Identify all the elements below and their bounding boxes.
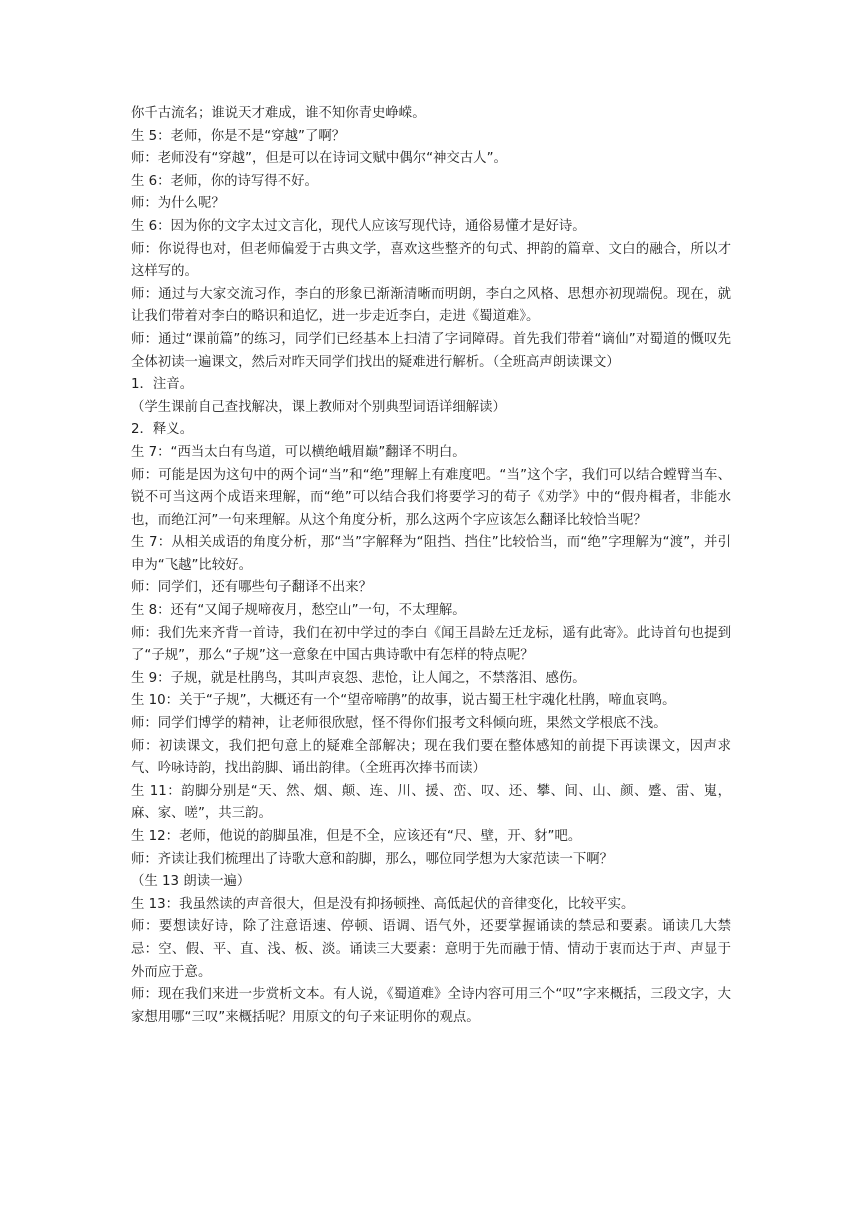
- list-heading-meaning: 2．释义。: [131, 422, 194, 438]
- paragraph: 生 8：还有“又闻子规啼夜月，愁空山”一句，不太理解。: [131, 603, 466, 619]
- paragraph: 师：通过“课前篇”的练习，同学们已经基本上扫清了字词障碍。首先我们带着“谪仙”对蜀道的慨叹先全体初读一遍课文，然后对昨天同学们找出的疑难进行解析。（全班高声朗读课文）: [131, 331, 731, 370]
- paragraph: 生 5：老师，你是不是“穿越”了啊？: [131, 128, 346, 144]
- paragraph: 生 6：因为你的文字太过文言化，现代人应该写现代诗，通俗易懂才是好诗。: [131, 218, 586, 234]
- document-body: [131, 103, 731, 1029]
- paragraph: 生 10：关于“子规”，大概还有一个“望帝啼鹃”的故事，说古蜀王杜宇魂化杜鹃，啼血哀鸣。: [131, 693, 676, 709]
- paragraph: 师：老师没有“穿越”，但是可以在诗词文赋中偶尔“神交古人”。: [131, 151, 507, 167]
- paragraph: 生 7：“西当太白有鸟道，可以横绝峨眉巅”翻译不明白。: [131, 444, 466, 460]
- paragraph: 生 6：老师，你的诗写得不好。: [131, 173, 318, 189]
- paragraph: 师：要想读好诗，除了注意语速、停顿、语调、语气外，还要掌握诵读的禁忌和要素。诵读几大禁忌：空、假、平、直、浅、板、淡。诵读三大要素：意明于先而融于情、情动于衷而达于声、声显于外而应于意。: [131, 919, 731, 980]
- paragraph: 生 9：子规，就是杜鹃鸟，其叫声哀怨、悲怆，让人闻之，不禁落泪、感伤。: [131, 670, 586, 686]
- paragraph: 师：我们先来齐背一首诗，我们在初中学过的李白《闻王昌龄左迁龙标，遥有此寄》。此诗首句也提到了“子规”，那么“子规”这一意象在中国古典诗歌中有怎样的特点呢？: [131, 625, 731, 664]
- list-heading-pronunciation: 1．注音。: [131, 377, 194, 393]
- paragraph: 师：齐读让我们梳理出了诗歌大意和韵脚，那么，哪位同学想为大家范读一下啊？: [131, 851, 614, 867]
- paragraph: 生 12：老师，他说的韵脚虽准，但是不全，应该还有“尺、壁，开、豺”吧。: [131, 829, 582, 844]
- paragraph: 师：同学们博学的精神，让老师很欣慰，怪不得你们报考文科倾向班，果然文学根底不浅。: [131, 716, 667, 732]
- paragraph: 师：通过与大家交流习作，李白的形象已渐渐清晰而明朗，李白之风格、思想亦初现端倪。现在，就让我们带着对李白的略识和追忆，进一步走近李白，走进《蜀道难》。: [131, 286, 731, 325]
- paragraph: （学生课前自己查找解决，课上教师对个别典型词语详细解读）: [131, 399, 506, 415]
- paragraph: 生 7：从相关成语的角度分析，那“当”字解释为“阻挡、挡住”比较恰当，而“绝”字理解为“渡”，并引申为“飞越”比较好。: [131, 535, 731, 573]
- paragraph: 师：可能是因为这句中的两个词“当”和“绝”理解上有难度吧。“当”这个字，我们可以结合螳臂当车、锐不可当这两个成语来理解，而“绝”可以结合我们将要学习的荀子《劝学》中的“假舟楫者，非能水也，而绝江河”一句来理解。从这个角度分析，那么这两个字应该怎么翻译比较恰当呢？: [131, 467, 731, 528]
- paragraph: 师：现在我们来进一步赏析文本。有人说，《蜀道难》全诗内容可用三个“叹”字来概括，三段文字，大家想用哪“三叹”来概括呢？用原文的句子来证明你的观点。: [131, 987, 731, 1025]
- paragraph: 师：你说得也对，但老师偏爱于古典文学，喜欢这些整齐的句式、押韵的篇章、文白的融合，所以才这样写的。: [131, 241, 731, 280]
- paragraph: 师：为什么呢？: [131, 196, 225, 212]
- paragraph: 生 11：韵脚分别是“天、然、烟、颠、连、川、援、峦、叹、还、攀、间、山、颜、蹙、雷、嵬，麻、家、嗟”，共三韵。: [131, 783, 731, 822]
- paragraph: 你千古流名；谁说天才难成，谁不知你青史峥嵘。: [131, 106, 426, 121]
- paragraph: 生 13：我虽然读的声音很大，但是没有抑扬顿挫、高低起伏的音律变化，比较平实。: [131, 896, 635, 912]
- paragraph: 师：同学们，还有哪些句子翻译不出来？: [131, 580, 373, 596]
- paragraph: 师：初读课文，我们把句意上的疑难全部解决；现在我们要在整体感知的前提下再读课文，因声求气、吟咏诗韵，找出韵脚、诵出韵律。（全班再次捧书而读）: [131, 738, 731, 777]
- paragraph: （生 13 朗读一遍）: [131, 874, 251, 890]
